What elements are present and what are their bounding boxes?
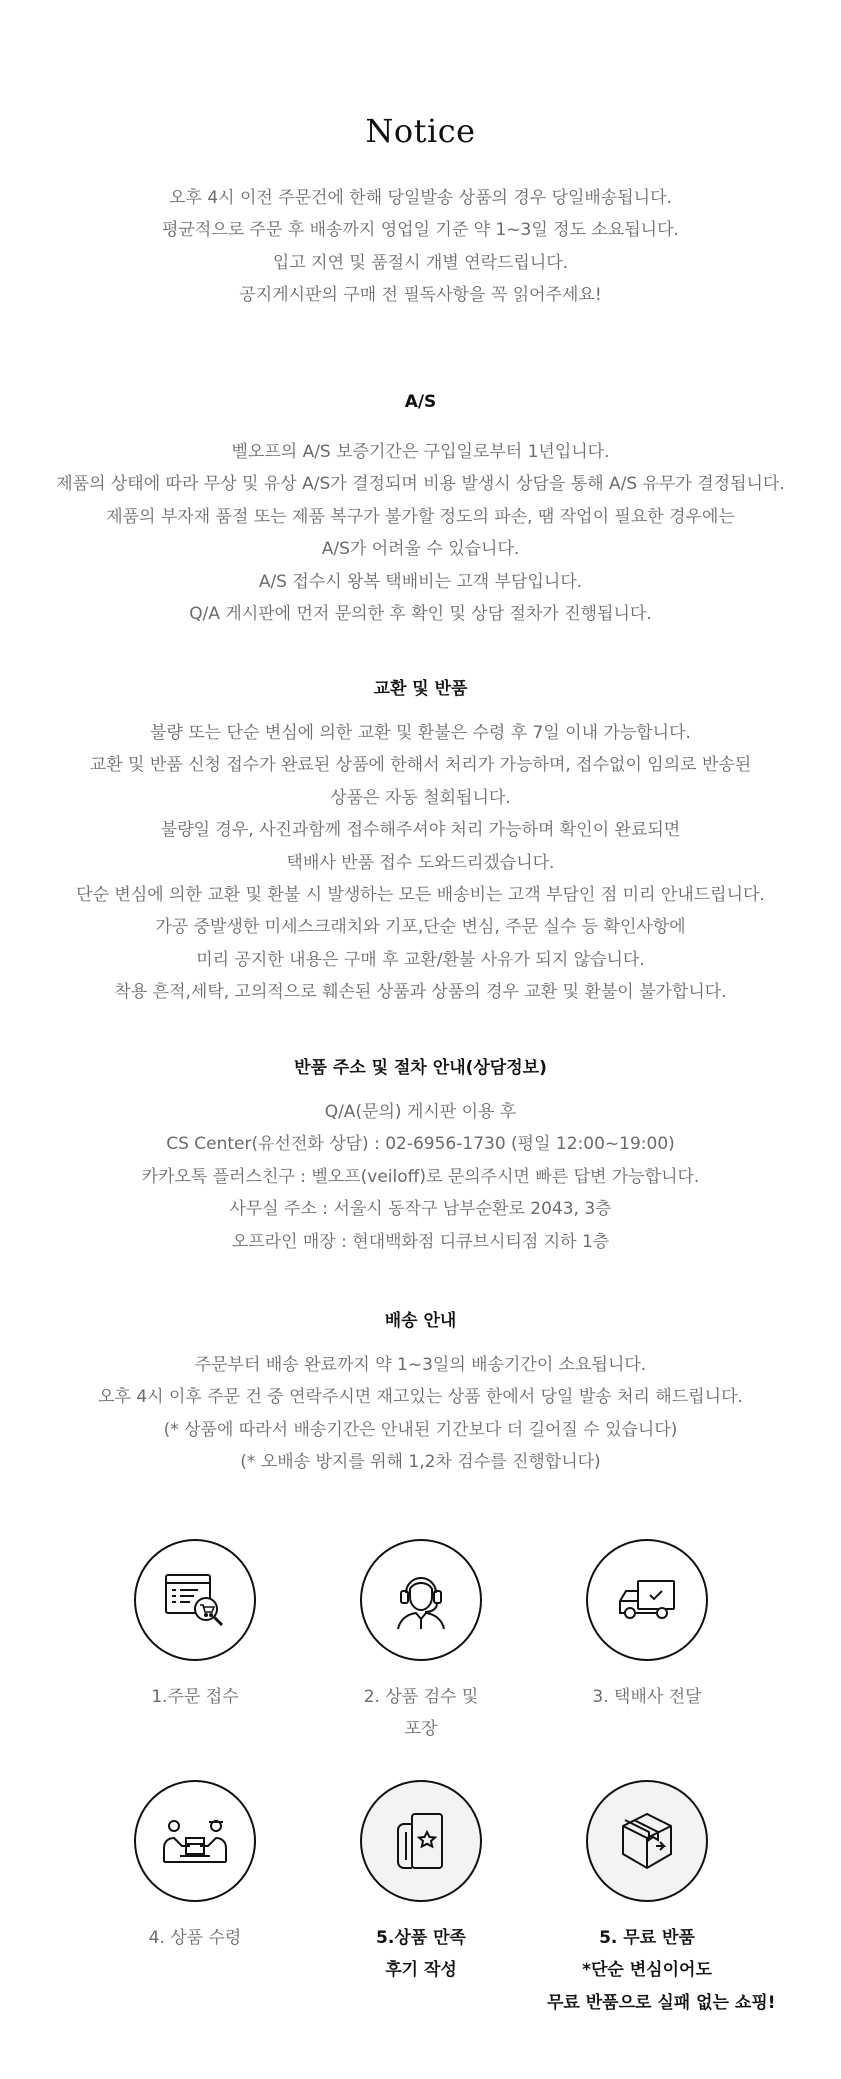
step-label-line: 2. 상품 검수 및 [363, 1687, 479, 1707]
step-inspection [321, 1539, 521, 1746]
step-label-line: 4. 상품 수령 [148, 1928, 242, 1948]
notice-title: Notice [365, 112, 476, 150]
return-info-line: Q/A(문의) 게시판 이용 후 [324, 1102, 517, 1122]
exchange-line: 불량일 경우, 사진과함께 접수해주셔야 처리 가능하며 확인이 완료되면 [160, 820, 681, 841]
as-heading: A/S [404, 392, 437, 412]
inspection-headset-icon [386, 1565, 456, 1635]
step-order [95, 1539, 295, 1713]
step-label [547, 1922, 776, 2019]
step-label-line: 후기 작성 [385, 1960, 457, 1981]
return-info-heading: 반품 주소 및 절차 안내(상담정보) [294, 1058, 547, 1078]
review-card-icon [386, 1806, 456, 1876]
shipping-text [0, 1349, 841, 1479]
exchange-line: 택배사 반품 접수 도와드리겠습니다. [286, 852, 555, 873]
return-info-line: 카카오톡 플러스친구 : 벨오프(veiloff)로 문의주시면 빠른 답변 가능합니다. [141, 1166, 700, 1187]
exchange-line: 단순 변심에 의한 교환 및 환불 시 발생하는 모든 배송비는 고객 부담인 점 미리 안내드립니다. [76, 885, 765, 906]
step-label-line: 1.주문 접수 [151, 1687, 239, 1707]
step-free-return [547, 1780, 776, 2019]
step-label [95, 1922, 295, 1954]
as-line: 제품의 상태에 따라 무상 및 유상 A/S가 결정되며 비용 발생시 상담을 통해 A/S 유무가 결정됩니다. [56, 474, 785, 495]
shipping-heading: 배송 안내 [384, 1311, 457, 1331]
step-circle [586, 1539, 708, 1661]
step-circle [134, 1780, 256, 1902]
step-label-line: *단순 변심이어도 [582, 1960, 712, 1981]
exchange-line: 미리 공지한 내용은 구매 후 교환/환불 사유가 되지 않습니다. [196, 949, 645, 970]
as-line: A/S가 어려울 수 있습니다. [321, 539, 520, 560]
notice-line: 입고 지연 및 품절시 개별 연락드립니다. [272, 252, 569, 273]
step-circle [360, 1539, 482, 1661]
notice-line: 평균적으로 주문 후 배송까지 영업일 기준 약 1~3일 정도 소요됩니다. [162, 220, 679, 241]
step-circle [360, 1780, 482, 1902]
step-label-line: 5.상품 만족 [376, 1928, 466, 1948]
receive-package-icon [160, 1806, 230, 1876]
exchange-text [0, 717, 841, 1009]
notice-text [0, 182, 841, 312]
shipping-line: (* 상품에 따라서 배송기간은 안내된 기간보다 더 길어질 수 있습니다) [163, 1419, 678, 1440]
exchange-line: 불량 또는 단순 변심에 의한 교환 및 환불은 수령 후 7일 이내 가능합니다. [150, 723, 691, 743]
step-label-line: 5. 무료 반품 [599, 1928, 695, 1948]
order-receipt-icon [160, 1565, 230, 1635]
shipping-line: 오후 4시 이후 주문 건 중 연락주시면 재고있는 상품 한에서 당일 발송 처리 해드립니다. [98, 1387, 743, 1408]
as-line: Q/A 게시판에 먼저 문의한 후 확인 및 상담 절차가 진행됩니다. [189, 604, 652, 625]
exchange-line: 교환 및 반품 신청 접수가 완료된 상품에 한해서 처리가 가능하며, 접수없이 임의로 반송된 [89, 755, 752, 776]
exchange-heading: 교환 및 반품 [373, 679, 468, 699]
shipping-line: 주문부터 배송 완료까지 약 1~3일의 배송기간이 소요됩니다. [194, 1355, 647, 1375]
step-label-line: 무료 반품으로 실패 없는 쇼핑! [547, 1992, 776, 2013]
notice-line: 오후 4시 이전 주문건에 한해 당일발송 상품의 경우 당일배송됩니다. [169, 188, 672, 208]
step-circle [586, 1780, 708, 1902]
step-label-line: 포장 [404, 1719, 438, 1740]
return-info-text [0, 1096, 841, 1258]
step-label-line: 3. 택배사 전달 [592, 1687, 702, 1707]
as-text [0, 436, 841, 630]
return-info-line: 오프라인 매장 : 현대백화점 디큐브시티점 지하 1층 [231, 1231, 610, 1252]
return-info-line: CS Center(유선전화 상담) : 02-6956-1730 (평일 12:00~19:00) [166, 1134, 675, 1155]
step-label [321, 1681, 521, 1746]
step-receive [95, 1780, 295, 1954]
step-label [321, 1922, 521, 1987]
as-line: A/S 접수시 왕복 택배비는 고객 부담입니다. [258, 571, 583, 592]
exchange-line: 가공 중발생한 미세스크래치와 기포,단순 변심, 주문 실수 등 확인사항에 [155, 917, 686, 938]
shipping-line: (* 오배송 방지를 위해 1,2차 검수를 진행합니다) [240, 1452, 601, 1473]
return-info-line: 사무실 주소 : 서울시 동작구 남부순환로 2043, 3층 [229, 1199, 612, 1220]
as-line: 제품의 부자재 품절 또는 제품 복구가 불가할 정도의 파손, 땜 작업이 필요한 경우에는 [106, 506, 735, 527]
exchange-line: 착용 흔적,세탁, 고의적으로 훼손된 상품과 상품의 경우 교환 및 환불이 불가합니다. [114, 982, 727, 1003]
notice-line: 공지게시판의 구매 전 필독사항을 꼭 읽어주세요! [239, 285, 602, 306]
step-label [95, 1681, 295, 1713]
step-review [321, 1780, 521, 1987]
step-courier [547, 1539, 747, 1713]
step-circle [134, 1539, 256, 1661]
delivery-truck-icon [612, 1565, 682, 1635]
step-label [547, 1681, 747, 1713]
exchange-line: 상품은 자동 철회됩니다. [330, 787, 511, 808]
return-box-icon [612, 1806, 682, 1876]
as-line: 벨오프의 A/S 보증기간은 구입일로부터 1년입니다. [231, 442, 610, 462]
